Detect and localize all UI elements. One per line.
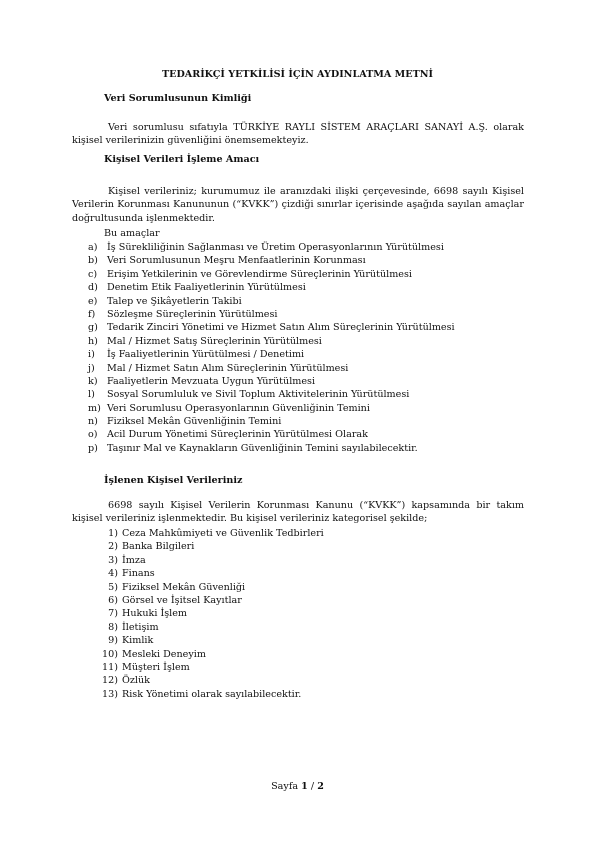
list-marker: 13) (102, 688, 118, 700)
list-item-text: İletişim (122, 621, 159, 633)
list-marker: 5) (108, 581, 118, 593)
list-marker: a) (88, 242, 98, 253)
list-item-text: Mesleki Deneyim (122, 648, 206, 660)
total-pages-number: 2 (317, 781, 324, 792)
list-marker: 10) (102, 648, 118, 660)
list-marker: b) (88, 255, 98, 267)
list-item-text: Erişim Yetkilerinin ve Görevlendirme Süreçlerinin Yürütülmesi (107, 268, 412, 280)
list-marker: e) (88, 295, 98, 307)
list-marker: 1) (108, 528, 118, 539)
list-marker: h) (88, 335, 98, 347)
list-marker: n) (88, 416, 98, 428)
list-item-text: Sosyal Sorumluluk ve Sivil Toplum Aktivitelerinin Yürütülmesi (107, 389, 410, 401)
list-marker: o) (88, 429, 98, 441)
list-item-text: Finans (122, 568, 155, 580)
list-item-text: Hukuki İşlem (122, 608, 188, 620)
list-marker: 11) (102, 661, 118, 673)
list-marker: j) (88, 362, 95, 374)
section-heading-processed-data: İşlenen Kişisel Verileriniz (104, 475, 243, 486)
list-item-text: Denetim Etik Faaliyetlerinin Yürütülmesi (107, 282, 306, 294)
list-marker: d) (88, 282, 98, 294)
list-marker: c) (88, 268, 98, 280)
list-item-text: Faaliyetlerin Mevzuata Uygun Yürütülmesi (107, 375, 316, 387)
list-item-text: Mal / Hizmet Satın Alım Süreçlerinin Yürütülmesi (107, 362, 349, 374)
list-item-text: Veri Sorumlusu Operasyonlarının Güvenliğinin Temini (107, 402, 370, 414)
list-item-text: Risk Yönetimi olarak sayılabilecektir. (122, 688, 302, 700)
list-item-text: İş Sürekliliğinin Sağlanması ve Üretim Operasyonlarının Yürütülmesi (107, 242, 444, 253)
purposes-intro: Bu amaçlar (104, 228, 160, 239)
list-marker: m) (88, 402, 101, 414)
list-marker: k) (88, 375, 98, 387)
list-item-text: Fiziksel Mekân Güvenliğinin Temini (107, 416, 282, 428)
page-label: Sayfa (271, 781, 299, 792)
list-item-text: Mal / Hizmet Satış Süreçlerinin Yürütülmesi (107, 335, 322, 347)
current-page-number: 1 (301, 781, 308, 792)
data-controller-paragraph: Veri sorumlusu sıfatıyla TÜRKİYE RAYLI SİSTEM ARAÇLARI SANAYİ A.Ş. olarak kişisel verilerinizin güvenliğini önemsemekteyiz. (72, 122, 524, 147)
list-marker: 12) (102, 675, 118, 687)
list-marker: i) (88, 349, 95, 361)
list-marker: f) (88, 308, 96, 320)
list-item-text: Talep ve Şikâyetlerin Takibi (107, 295, 242, 307)
page-separator: / (310, 781, 315, 792)
list-item-text: Banka Bilgileri (122, 541, 195, 553)
processing-purpose-paragraph: Kişisel verileriniz; kurumumuz ile aranızdaki ilişki çerçevesinde, 6698 sayılı Kişisel Verilerin Korunması Kanununun (“KVKK”) çizdiği sınırlar içerisinde aşağıda sayılan amaçlar doğrultusunda işlenmektedir. (72, 186, 524, 224)
list-item-text: Veri Sorumlusunun Meşru Menfaatlerinin Korunması (107, 255, 366, 267)
section-heading-data-controller: Veri Sorumlusunun Kimliği (104, 93, 252, 104)
list-item-text: İş Faaliyetlerinin Yürütülmesi / Denetimi (107, 349, 305, 361)
list-item-text: Özlük (122, 675, 150, 687)
list-item-text: Müşteri İşlem (122, 661, 190, 673)
list-item-text: Fiziksel Mekân Güvenliği (122, 581, 246, 593)
list-marker: 3) (108, 554, 118, 566)
list-marker: 9) (108, 635, 118, 647)
list-marker: 8) (108, 621, 118, 633)
list-item-text: Görsel ve İşitsel Kayıtlar (122, 594, 242, 606)
list-marker: l) (88, 389, 95, 401)
list-item-text: İmza (122, 554, 146, 566)
list-item-text: Sözleşme Süreçlerinin Yürütülmesi (107, 308, 278, 320)
list-marker: p) (88, 442, 98, 454)
list-item-text: Acil Durum Yönetimi Süreçlerinin Yürütülmesi Olarak (107, 429, 368, 441)
list-marker: 2) (108, 541, 118, 553)
list-item-text: Tedarik Zinciri Yönetimi ve Hizmet Satın Alım Süreçlerinin Yürütülmesi (107, 322, 455, 334)
page-footer (0, 780, 595, 793)
list-item-text: Ceza Mahkûmiyeti ve Güvenlik Tedbirleri (122, 528, 324, 539)
list-marker: 4) (108, 568, 118, 580)
document-title: TEDARİKÇİ YETKİLİSİ İÇİN AYDINLATMA METNİ (162, 69, 433, 80)
list-marker: 6) (108, 594, 118, 606)
list-marker: g) (88, 322, 98, 334)
list-item-text: Taşınır Mal ve Kaynakların Güvenliğinin Temini sayılabilecektir. (107, 442, 418, 454)
processed-data-paragraph: 6698 sayılı Kişisel Verilerin Korunması Kanunu (“KVKK”) kapsamında bir takım kişisel verileriniz işlenmektedir. Bu kişisel verileriniz kategorisel şekilde; (72, 500, 524, 525)
list-item-text: Kimlik (122, 635, 154, 647)
section-heading-processing-purpose: Kişisel Verileri İşleme Amacı (104, 154, 260, 165)
list-marker: 7) (108, 608, 118, 620)
